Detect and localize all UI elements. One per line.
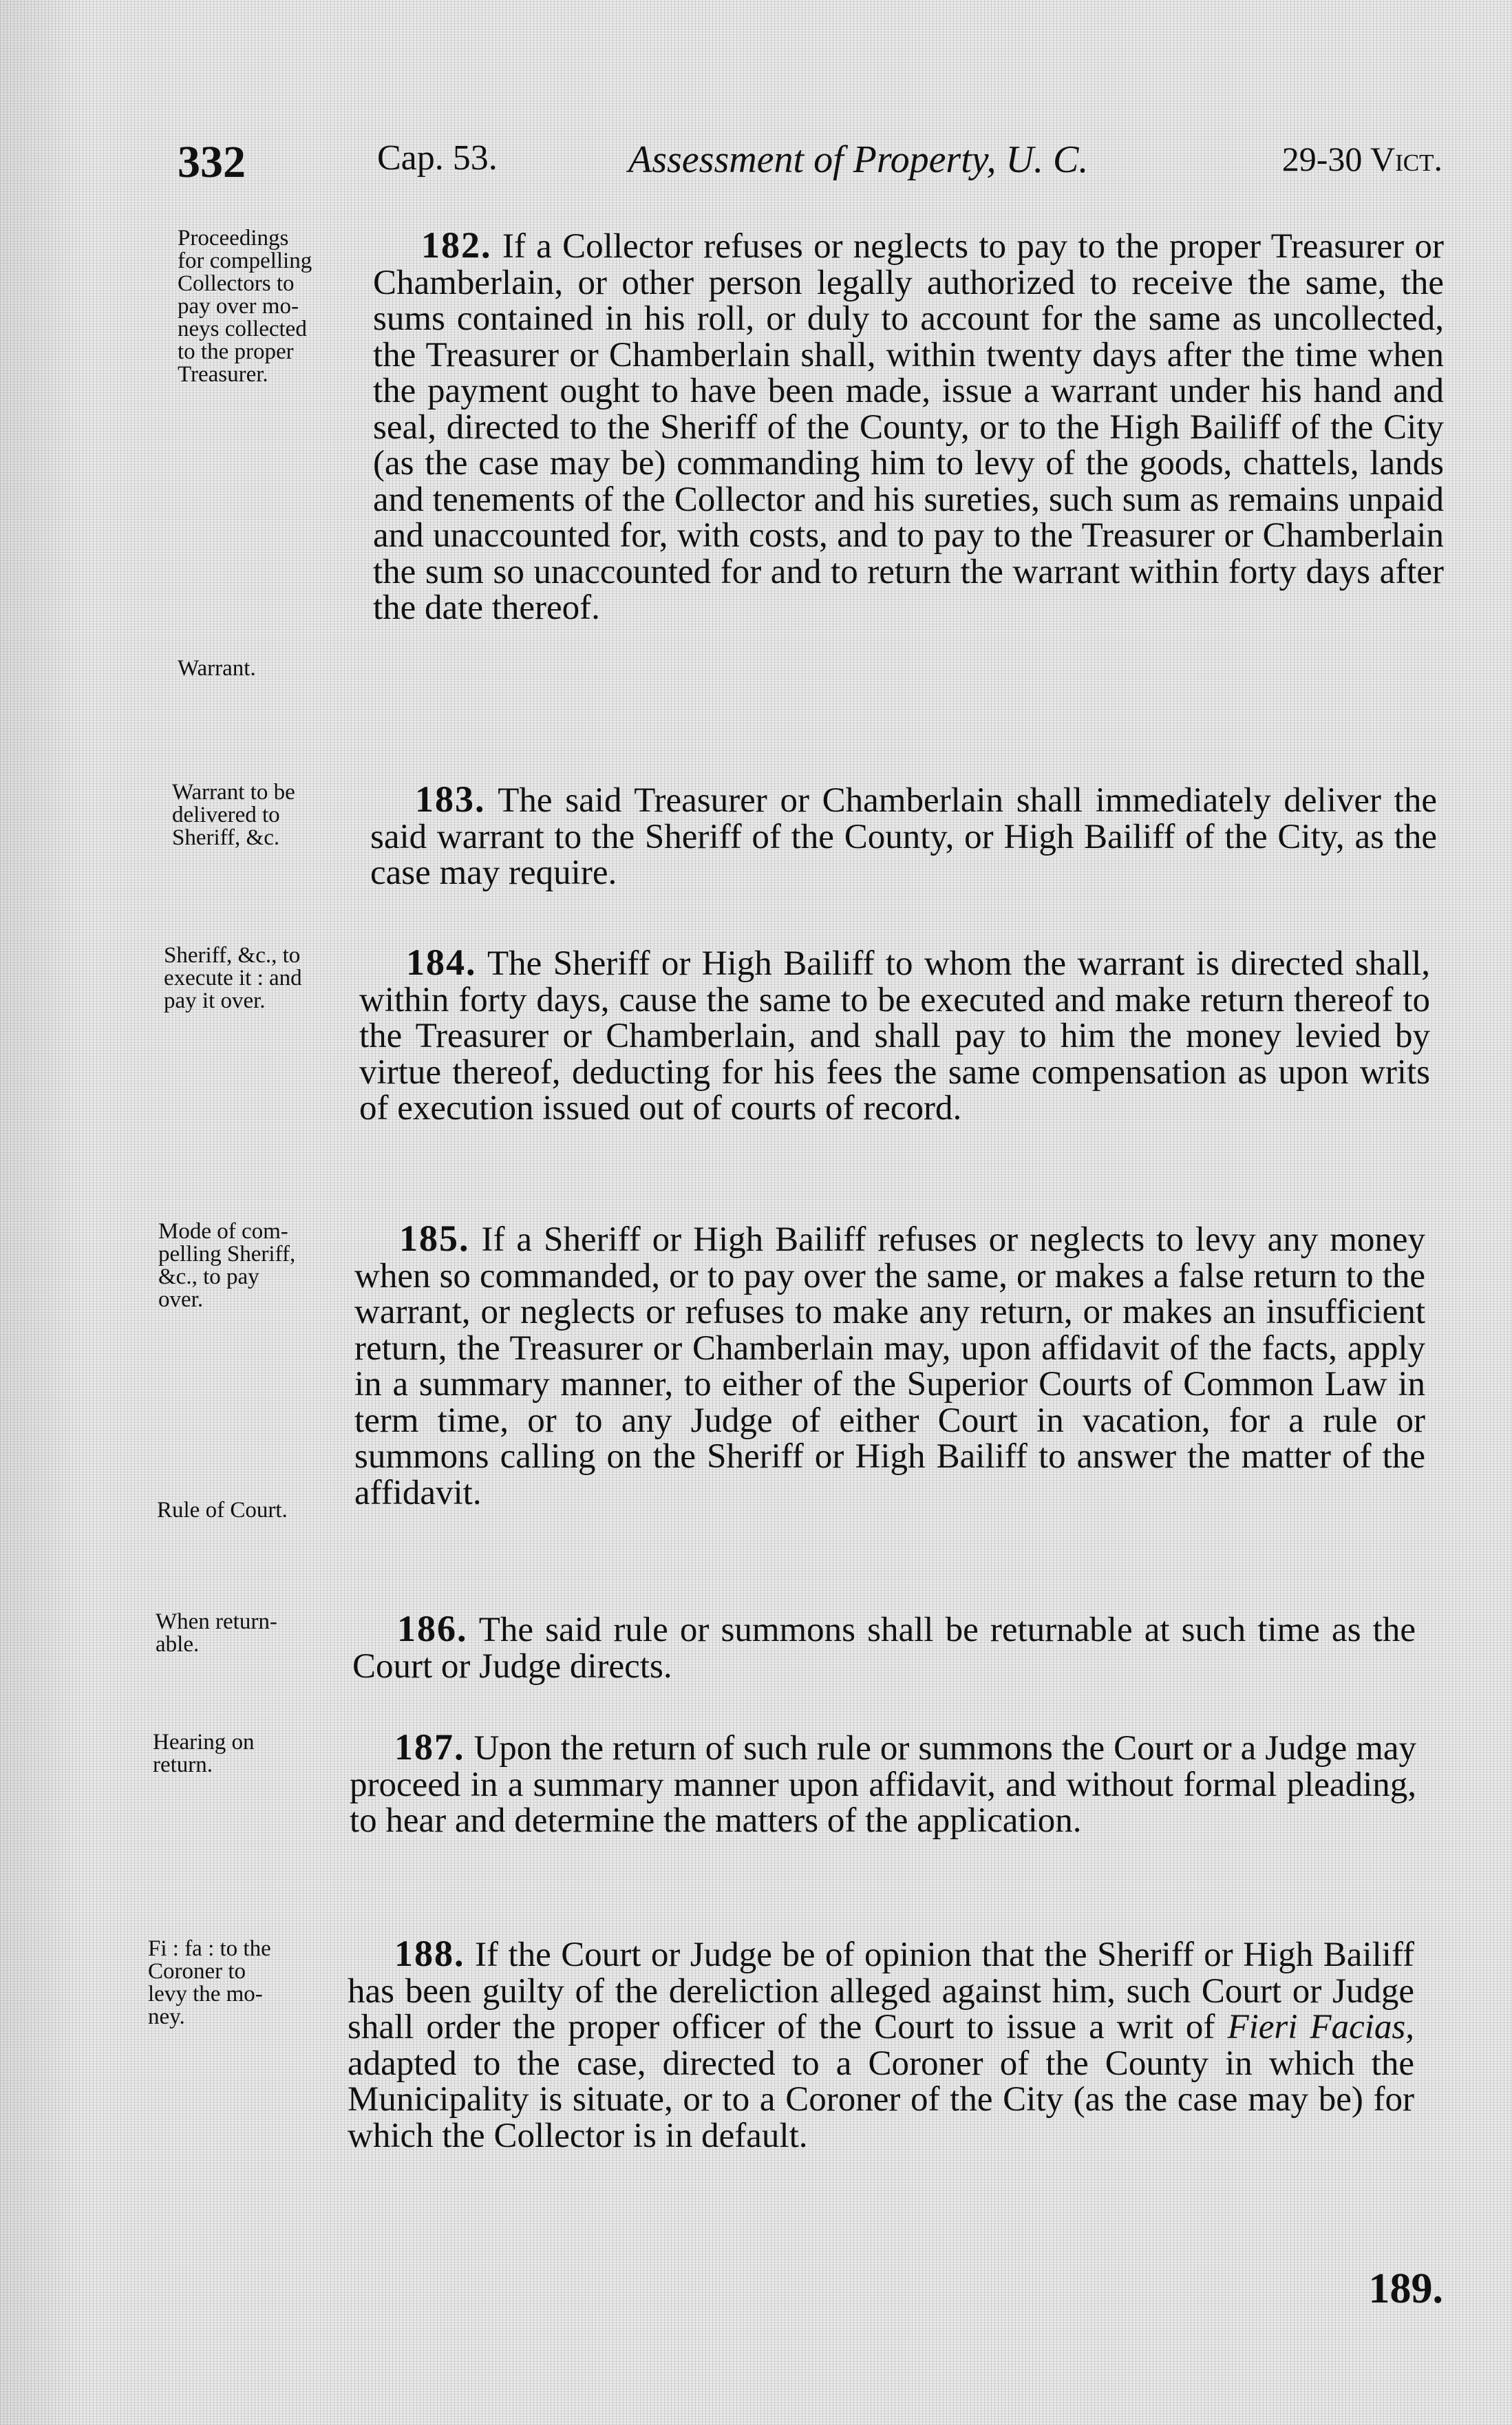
catchword: 189.	[1368, 2265, 1443, 2312]
section-body	[354, 1220, 1425, 1511]
running-header	[178, 136, 1442, 191]
section-number: 187.	[394, 1726, 465, 1768]
marginal-note: When return- able.	[156, 1609, 277, 1657]
section-body	[373, 224, 1444, 627]
marginal-note: Sheriff, &c., to execute it : and pay it over.	[164, 943, 302, 1013]
marginal-note: Proceedings for compelling Collectors to pay over mo- neys collected to the proper Treasurer.	[178, 226, 312, 387]
marginal-note: Hearing on return.	[153, 1730, 255, 1777]
writ-name: Fieri Facias,	[1227, 2008, 1414, 2046]
page-number: 332	[178, 137, 246, 187]
section-number: 183.	[415, 779, 486, 820]
section-number: 184.	[406, 942, 477, 983]
section-text: The Sheriff or High Bailiff to whom the warrant is directed shall, within forty days, cause the same to be executed and make return thereof to the Treasurer or Chamberlain, and shall pay to him the money levied by virtue thereof, deducting for his fees the same compensation as upon writs of execution issued out of courts of record.	[359, 944, 1430, 1127]
section-number: 185.	[399, 1218, 470, 1259]
marginal-note: Warrant to be delivered to Sheriff, &c.	[172, 780, 295, 850]
section-text: The said Treasurer or Chamberlain shall immediately deliver the said warrant to the Sheriff of the County, or High Bailiff of the City, as the case may require.	[370, 781, 1437, 892]
marginal-note: Fi : fa : to the Coroner to levy the mo- ney.	[148, 1936, 271, 2029]
section-body	[370, 781, 1437, 891]
section-text: The said rule or summons shall be returnable at such time as the Court or Judge directs.	[352, 1611, 1416, 1686]
running-title: Assessment of Property, U. C.	[628, 138, 1089, 181]
regnal-year: 29-30 Vict.	[1281, 140, 1442, 178]
section-text: If a Collector refuses or neglects to pay to the proper Treasurer or Chamberlain, or other person legally authorized to receive the same, the sums contained in his roll, or duly to account for the same as uncollected, the Treasurer or Chamberlain shall, within twenty days after the time when the payment ought to have been made, issue a warrant under his hand and seal, directed to the Sheriff of the County, or to the High Bailiff of the City (as the case may be) commanding him to levy of the goods, chattels, lands and tenements of the Collector and his sureties, such sum as remains unpaid and unaccounted for, with costs, and to pay to the Treasurer or Chamberlain the sum so unaccounted for and to return the warrant within forty days after the date thereof.	[373, 227, 1444, 627]
section-text-before: If the Court or Judge be of opinion that the Sheriff or High Bailiff has been guilty of the dereliction alleged against him, such Court or Judge shall order the proper officer of the Court to issue a writ of	[348, 1936, 1414, 2046]
section-body	[350, 1726, 1416, 1840]
section-body	[359, 944, 1430, 1127]
section-number: 188.	[394, 1933, 465, 1974]
chapter-label: Cap. 53.	[377, 138, 498, 178]
marginal-note: Warrant.	[178, 656, 256, 681]
section-body	[352, 1608, 1416, 1686]
section-number: 182.	[421, 224, 492, 266]
section-number: 186.	[397, 1608, 468, 1649]
section-body	[348, 1933, 1414, 2155]
marginal-note: Mode of com- pelling Sheriff, &c., to pay over.	[158, 1219, 296, 1312]
section-text: Upon the return of such rule or summons the Court or a Judge may proceed in a summary manner upon affidavit, and without formal pleading, to hear and determine the matters of the application.	[350, 1729, 1416, 1840]
section-text: If a Sheriff or High Bailiff refuses or neglects to levy any money when so commanded, or to pay over the same, or makes a false return to the warrant, or neglects or refuses to make any return, or makes an insufficient return, the Treasurer or Chamberlain may, upon affidavit of the facts, apply in a summary manner, to either of the Superior Courts of Common Law in term time, or to any Judge of either Court in vacation, for a rule or summons calling on the Sheriff or High Bailiff to answer the matter of the affidavit.	[354, 1220, 1425, 1512]
marginal-note: Rule of Court.	[157, 1498, 288, 1523]
section-text-after: adapted to the case, directed to a Coroner of the County in which the Municipality is situate, or to a Coroner of the City (as the case may be) for which the Collector is in default.	[348, 2044, 1414, 2155]
